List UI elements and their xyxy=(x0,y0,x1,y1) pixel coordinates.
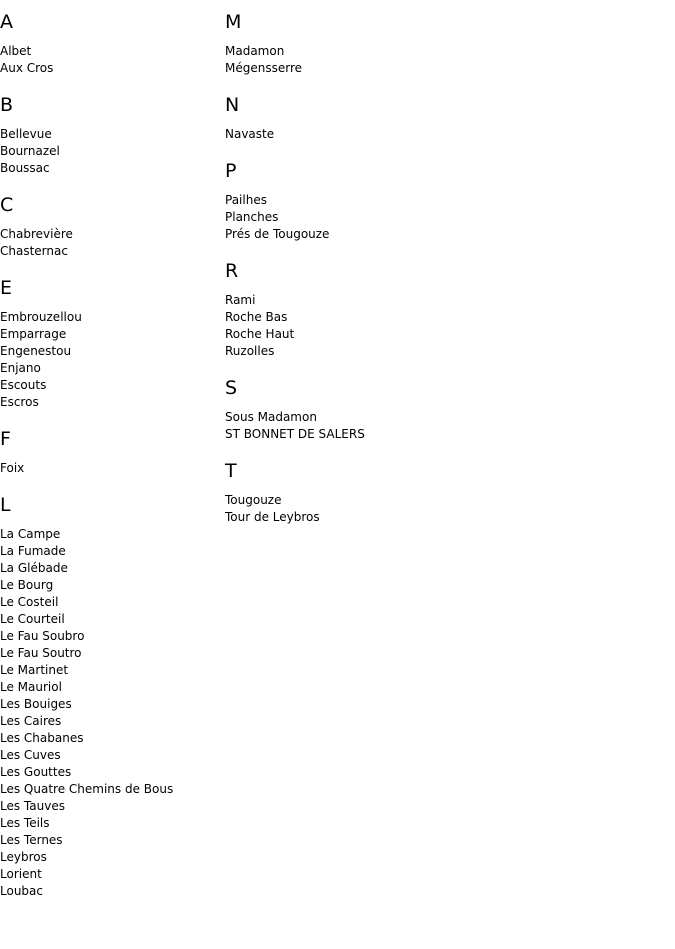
place-link[interactable]: Escouts xyxy=(0,378,47,392)
letter-heading: F xyxy=(0,428,11,450)
place-list xyxy=(0,309,224,411)
place-link[interactable]: Bellevue xyxy=(0,127,52,141)
place-link[interactable]: Le Fau Soutro xyxy=(0,646,82,660)
place-link[interactable]: Sous Madamon xyxy=(225,410,317,424)
place-link[interactable]: Les Gouttes xyxy=(0,765,72,779)
letter-heading: L xyxy=(0,494,11,516)
place-link[interactable]: Les Ternes xyxy=(0,833,63,847)
place-link[interactable]: Chasternac xyxy=(0,244,68,258)
letter-section-m xyxy=(225,11,525,77)
place-link[interactable]: Le Courteil xyxy=(0,612,65,626)
letter-heading: A xyxy=(0,11,13,33)
letter-section-a xyxy=(0,11,224,77)
place-link[interactable]: Chabrevière xyxy=(0,227,73,241)
letter-section-l xyxy=(0,494,224,900)
place-list xyxy=(0,226,224,260)
place-link[interactable]: Emparrage xyxy=(0,327,67,341)
place-link[interactable]: ST BONNET DE SALERS xyxy=(225,427,365,441)
letter-heading: B xyxy=(0,94,14,116)
place-link[interactable]: Mégensserre xyxy=(225,61,303,75)
place-link[interactable]: Le Costeil xyxy=(0,595,59,609)
place-link[interactable]: Les Caires xyxy=(0,714,62,728)
letter-heading: T xyxy=(225,460,237,482)
place-link[interactable]: Planches xyxy=(225,210,279,224)
letter-section-r xyxy=(225,260,525,360)
place-link[interactable]: Les Tauves xyxy=(0,799,65,813)
place-link[interactable]: Tour de Leybros xyxy=(225,510,320,524)
place-link[interactable]: Loubac xyxy=(0,884,43,898)
place-list xyxy=(225,126,525,143)
place-list xyxy=(0,526,224,900)
place-link[interactable]: La Campe xyxy=(0,527,61,541)
place-link[interactable]: Aux Cros xyxy=(0,61,54,75)
place-list xyxy=(0,460,224,477)
place-list xyxy=(225,492,525,526)
right-column xyxy=(225,0,525,543)
place-list xyxy=(225,292,525,360)
place-link[interactable]: Roche Haut xyxy=(225,327,295,341)
place-link[interactable]: Rami xyxy=(225,293,256,307)
place-link[interactable]: Roche Bas xyxy=(225,310,288,324)
left-column xyxy=(0,0,224,917)
place-list xyxy=(225,192,525,243)
place-link[interactable]: Pailhes xyxy=(225,193,267,207)
letter-section-b xyxy=(0,94,224,177)
letter-heading: P xyxy=(225,160,237,182)
place-link[interactable]: Navaste xyxy=(225,127,275,141)
place-link[interactable]: Prés de Tougouze xyxy=(225,227,330,241)
place-link[interactable]: Enjano xyxy=(0,361,41,375)
place-link[interactable]: Leybros xyxy=(0,850,47,864)
place-link[interactable]: La Fumade xyxy=(0,544,66,558)
place-list xyxy=(225,409,525,443)
letter-section-s xyxy=(225,377,525,443)
letter-heading: N xyxy=(225,94,240,116)
letter-section-c xyxy=(0,194,224,260)
place-link[interactable]: Lorient xyxy=(0,867,42,881)
place-link[interactable]: Le Martinet xyxy=(0,663,69,677)
place-link[interactable]: Albet xyxy=(0,44,32,58)
place-link[interactable]: Le Mauriol xyxy=(0,680,62,694)
letter-heading: R xyxy=(225,260,239,282)
place-link[interactable]: Le Fau Soubro xyxy=(0,629,85,643)
place-link[interactable]: Tougouze xyxy=(225,493,282,507)
place-list xyxy=(225,43,525,77)
place-link[interactable]: Boussac xyxy=(0,161,50,175)
letter-heading: S xyxy=(225,377,238,399)
letter-section-p xyxy=(225,160,525,243)
place-link[interactable]: Le Bourg xyxy=(0,578,54,592)
letter-heading: C xyxy=(0,194,14,216)
place-link[interactable]: Les Teils xyxy=(0,816,50,830)
letter-heading: M xyxy=(225,11,242,33)
place-link[interactable]: Les Cuves xyxy=(0,748,61,762)
letter-section-t xyxy=(225,460,525,526)
letter-section-f xyxy=(0,428,224,477)
place-link[interactable]: Escros xyxy=(0,395,39,409)
place-link[interactable]: Les Bouiges xyxy=(0,697,72,711)
place-link[interactable]: Ruzolles xyxy=(225,344,275,358)
place-link[interactable]: Foix xyxy=(0,461,25,475)
letter-section-e xyxy=(0,277,224,411)
place-link[interactable]: Madamon xyxy=(225,44,285,58)
place-link[interactable]: Embrouzellou xyxy=(0,310,82,324)
place-list xyxy=(0,43,224,77)
letter-heading: E xyxy=(0,277,13,299)
letter-section-n xyxy=(225,94,525,143)
place-link[interactable]: Engenestou xyxy=(0,344,72,358)
place-link[interactable]: La Glébade xyxy=(0,561,68,575)
place-link[interactable]: Bournazel xyxy=(0,144,60,158)
place-list xyxy=(0,126,224,177)
place-link[interactable]: Les Chabanes xyxy=(0,731,84,745)
place-link[interactable]: Les Quatre Chemins de Bous xyxy=(0,782,174,796)
